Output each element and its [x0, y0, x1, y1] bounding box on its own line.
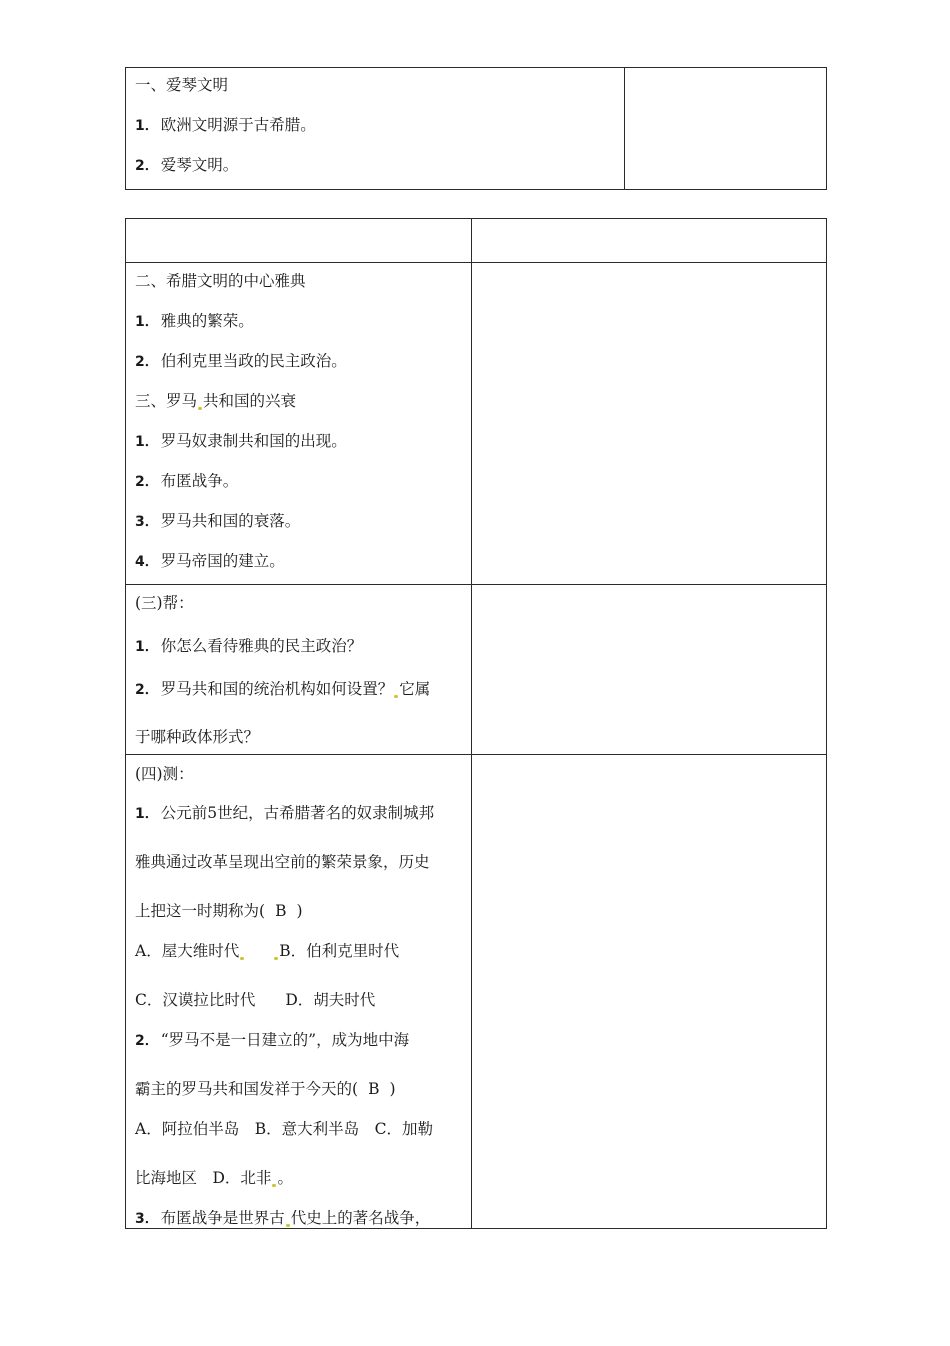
help-heading: (三)帮： [135, 594, 194, 612]
notes-cell [472, 755, 827, 1229]
question-line: 1． 公元前5世纪，古希腊著名的奴隶制城邦 [135, 804, 435, 822]
editing-mark [394, 695, 398, 698]
header-cell-right [472, 219, 827, 263]
help-cell [126, 585, 472, 755]
section-heading: 三、罗马 共和国的兴衰 [135, 392, 297, 410]
section-heading: 二、希腊文明的中心雅典 [135, 272, 306, 290]
notes-cell [472, 263, 827, 585]
list-item: 4． 罗马帝国的建立。 [135, 552, 285, 570]
options-line [135, 988, 471, 1010]
summary-table-top [125, 67, 827, 190]
notes-cell [472, 585, 827, 755]
options-line: 比海地区 D．北非 。 [135, 1169, 293, 1187]
editing-mark [240, 957, 244, 960]
question-line: 上把这一时期称为( B ) [135, 902, 303, 920]
test-cell [126, 755, 472, 1229]
question-line: 2． “罗马不是一日建立的”，成为地中海 [135, 1031, 410, 1049]
editing-mark [286, 1224, 290, 1227]
editing-mark [198, 407, 202, 410]
header-cell-left [126, 219, 472, 263]
option-a: A．屋大维时代 [135, 942, 240, 960]
question: 2． 罗马共和国的统治机构如何设置？ 它属 [135, 680, 431, 698]
editing-mark [274, 957, 278, 960]
question-continuation: 于哪种政体形式？ [135, 728, 260, 746]
question: 1． 你怎么看待雅典的民主政治？ [135, 637, 363, 655]
section-heading: 一、爱琴文明 [135, 76, 229, 94]
option-d: D．胡夫时代 [285, 991, 376, 1009]
list-item: 1． 雅典的繁荣。 [135, 312, 254, 330]
content-cell [126, 263, 472, 585]
test-heading: (四)测： [135, 765, 194, 783]
question-line: 霸主的罗马共和国发祥于今天的( B ) [135, 1080, 396, 1098]
list-item: 3． 罗马共和国的衰落。 [135, 512, 301, 530]
question-line: 雅典通过改革呈现出空前的繁荣景象，历史 [135, 853, 430, 871]
list-item: 1． 罗马奴隶制共和国的出现。 [135, 432, 347, 450]
editing-mark [272, 1184, 276, 1187]
option-c: C．汉谟拉比时代 [135, 991, 256, 1009]
question-line: 3． 布匿战争是世界古 代史上的著名战争， [135, 1209, 431, 1227]
option-b: B．伯利克里时代 [279, 942, 400, 960]
answer: B [275, 902, 287, 920]
content-cell [126, 68, 625, 190]
lesson-table [125, 218, 827, 1229]
list-item: 1． 欧洲文明源于古希腊。 [135, 116, 316, 134]
list-item: 2． 爱琴文明。 [135, 156, 239, 174]
answer: B [368, 1080, 380, 1098]
options-line: A．阿拉伯半岛 B．意大利半岛 C．加勒 [135, 1120, 433, 1138]
notes-cell [625, 68, 827, 190]
list-item: 2． 布匿战争。 [135, 472, 239, 490]
options-line [135, 939, 471, 961]
list-item: 2． 伯利克里当政的民主政治。 [135, 352, 347, 370]
